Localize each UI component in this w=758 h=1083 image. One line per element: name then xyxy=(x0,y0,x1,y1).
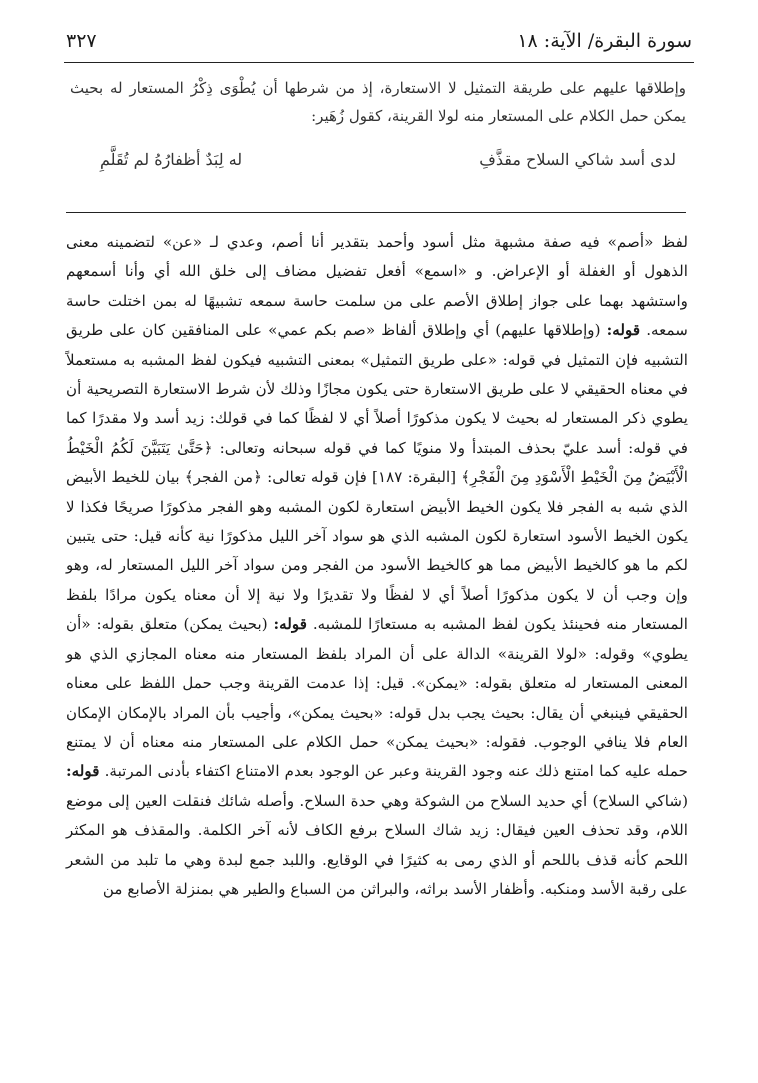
verse-second-hemistich: له لِبَدٌ أظفارُهُ لم تُقَلَّمِ xyxy=(100,150,243,169)
qawluhu-keyword: قوله: xyxy=(606,321,641,340)
main-paragraph: وإطلاقها عليهم على طريقة التمثيل لا الاستعارة، إذ من شرطها أن يُطْوَى ذِكْرُ المستعار له بحيث يمكن حمل الكلام على المستعار منه لولا القرينة، كقول زُهَير: xyxy=(70,79,686,125)
qawluhu-keyword: قوله: xyxy=(66,762,100,781)
commentary-text: (شاكي السلاح) أي حديد السلاح من الشوكة وهي حدة السلاح. وأصله شائك فنقلت العين إلى موضع اللام، وقد تحذف العين فيقال: زيد شاك السلاح برفع الكاف لأنه آخر الكلمة. والمقذف هو المكثر اللحم كأنه قذف باللحم أو الذي رمى به كثيرًا في الوقايع. واللبد جمع لبدة وهي ما تلبد من الشعر على رقبة الأسد ومنكبه. وأظفار الأسد براثه، والبراثن من السباع والطير هي بمنزلة الأصابع من xyxy=(66,791,688,898)
footnote-separator xyxy=(66,212,686,213)
main-text xyxy=(70,74,686,174)
surah-label: سورة البقرة/ الآية: ١٨ xyxy=(517,30,692,52)
commentary-text: (وإطلاقها عليهم) أي وإطلاق ألفاظ «صم بكم عمي» على المنافقين كان على طريق التشبيه فإن التمثيل في قوله: «على طريق التمثيل» بمعنى التشبيه فيكون لفظ المشبه به مستعملاً في معناه الحقيقي لا على طريق الاستعارة حتى يكون مجازًا وذلك لأن شرط الاستعارة التصريحية أن يطوي ذكر المستعار له بحيث لا يكون مذكورًا أصلاً أي لا لفظًا كما في قولك: زيد أسد ولا مقدرًا كما في قوله: أسد عليّ بحذف المبتدأ ولا منويًا كما في قوله سبحانه وتعالى: ﴿حَتَّىٰ يَتَبَيَّنَ لَكُمُ الْخَيْطُ الْأَبْيَضُ مِنَ الْخَيْطِ الْأَسْوَدِ مِنَ الْفَجْرِ﴾ [البقرة: ١٨٧] فإن قوله تعالى: ﴿من الفجر﴾ بيان للخيط الأبيض الذي شبه به الفجر فلا يكون الخيط الأبيض استعارة لكون المشبه وهو الفجر مذكورًا صريحًا فكذا لا يكون الخيط الأسود استعارة لكون المشبه الذي هو سواد آخر الليل مذكورًا نية كأنه قيل: حتى يتبين لكم ما هو كالخيط الأبيض مما هو كالخيط الأسود من الفجر ومن سواد آخر الليل المستعار له، وهو وإن وجب أن لا يكون مذكورًا أصلاً أي لا لفظًا ولا تقديرًا ولا نية إلا أن معناه يكون مرادًا بلفظ المستعار منه فحينئذ يكون لفظ المشبه به مستعارًا للمشبه. xyxy=(66,321,688,634)
verse-first-hemistich: لدى أسد شاكي السلاح مقذَّفِ xyxy=(479,150,676,169)
qawluhu-keyword: قوله: xyxy=(273,615,307,634)
poetry-verse xyxy=(100,146,676,174)
running-head xyxy=(66,30,692,52)
commentary-text: (بحيث يمكن) متعلق بقوله: «أن يطوي» وقوله: «لولا القرينة» الدالة على أن المراد بلفظ المستعار منه معناه المجازي الذي هو المعنى المستعار له متعلق بقوله: «يمكن». قيل: إذا عدمت القرينة وجب حمل اللفظ على معناه الحقيقي فينبغي أن يقال: بحيث يجب بدل قوله: «بحيث يمكن»، وأجيب بأن المراد بالإمكان الإمكان العام فلا ينافي الوجوب. فقوله: «بحيث يمكن» حمل الكلام على المستعار منه معناه أن لا يمتنع حمله عليه كما امتنع ذلك عنه وجود القرينة وعبر عن الوجود بعدم الامتناع اكتفاء بأدنى المرتبة. xyxy=(66,615,688,781)
commentary-paragraph xyxy=(66,228,688,904)
commentary-text: لفظ «أصم» فيه صفة مشبهة مثل أسود وأحمد بتقدير أنا أصم، وعدي لـ «عن» لتضمينه معنى الذهول أو الغفلة أو الإعراض. و «اسمع» أفعل تفضيل مضاف إلى خلق الله أي وأنا أسمعهم واستشهد بهما على جواز إطلاق الأصم على من سلمت حاسة سمعه تشبيهًا له بمن اختلت حاسة سمعه. xyxy=(66,233,688,340)
page-number: ٣٢٧ xyxy=(66,30,97,52)
header-rule xyxy=(64,62,694,63)
commentary xyxy=(66,228,688,904)
